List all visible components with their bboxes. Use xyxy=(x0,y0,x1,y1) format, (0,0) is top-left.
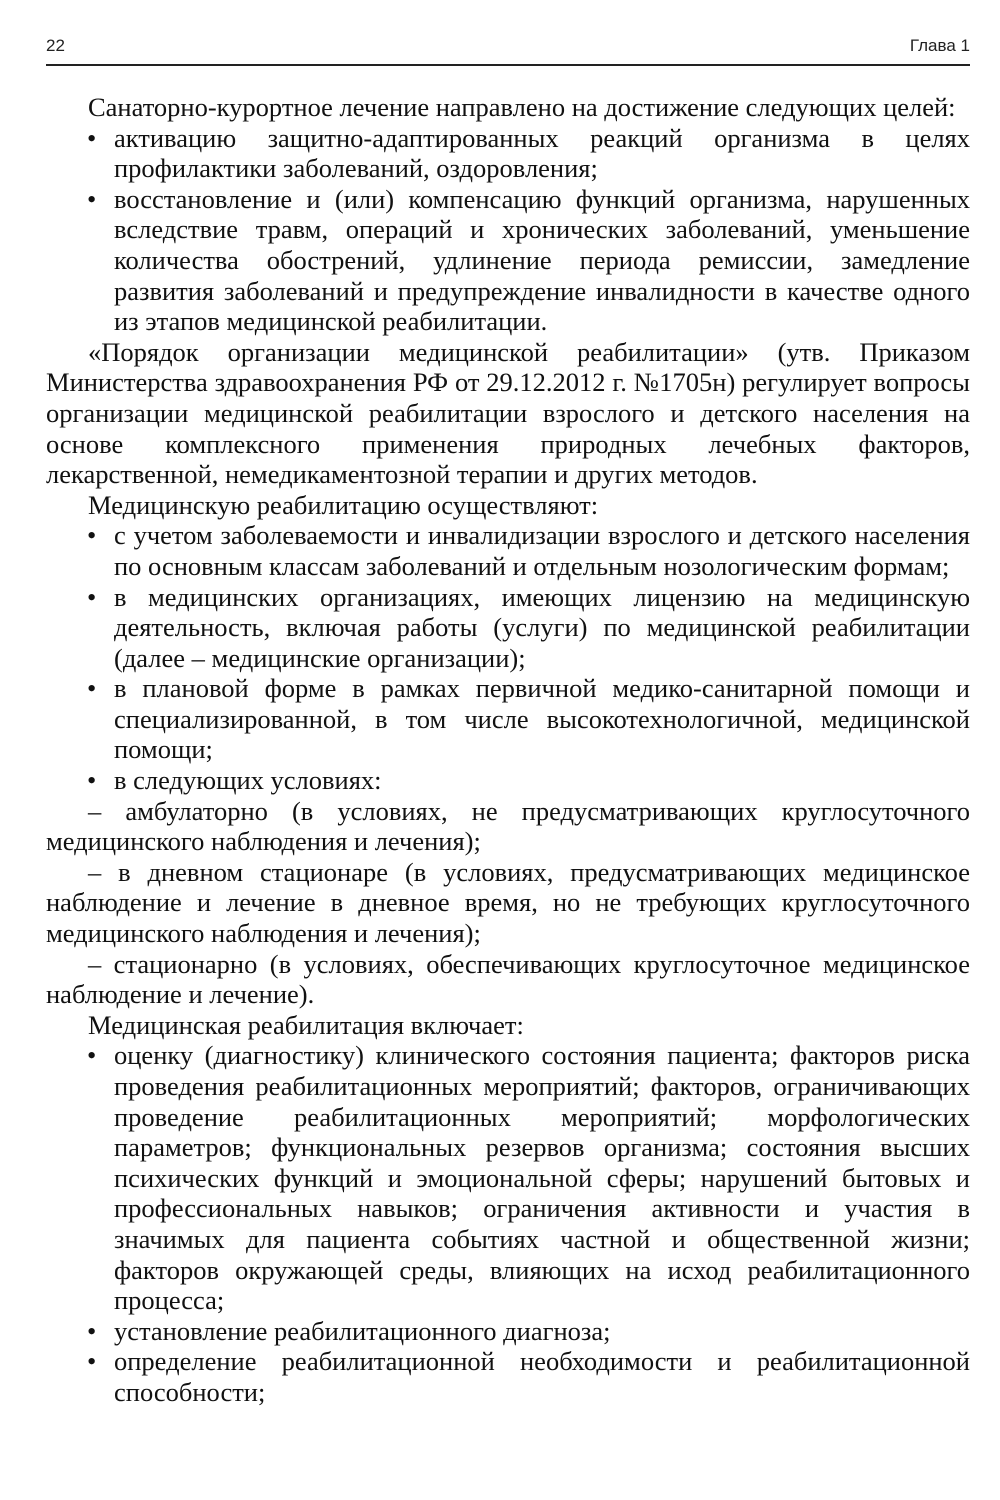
list-item xyxy=(46,1346,970,1407)
list-item xyxy=(46,582,970,674)
bullet-icon: • xyxy=(87,1315,97,1346)
running-header xyxy=(46,34,970,66)
list-item-text: в медицинских организациях, имеющих лицензию на медицинскую деятельность, включая работы (услуги) по медицинской реабилитации (далее – медицинские организации); xyxy=(114,581,970,673)
list-sanatorium-goals xyxy=(46,123,970,337)
list-item-text: в следующих условиях: xyxy=(114,765,382,796)
list-item-text: оценку (диагностику) клинического состояния пациента; факторов риска проведения реабилитационных мероприятий; факторов, ограничивающих проведение реабилитационных мероприятий; морфологических параметров; функциональных резервов организма; состояния высших психических функций и эмоциональной сферы; нарушений бытовых и профессиональных навыков; ограничения активности и участия в значимых для пациента событиях частной и общественной жизни; факторов окружающей среды, влияющих на исход реабилитационного процесса; xyxy=(114,1040,970,1316)
list-item-text: с учетом заболеваемости и инвалидизации взрослого и детского населения по основным классам заболеваний и отдельным нозологическим формам; xyxy=(114,520,970,581)
bullet-icon: • xyxy=(87,520,97,551)
paragraph-rehab-carried-out: Медицинскую реабилитацию осуществляют: xyxy=(88,489,599,520)
paragraph-sanatorium-goals: Санаторно-курортное лечение направлено на достижение следующих целей: xyxy=(88,92,956,122)
list-item xyxy=(46,765,970,796)
paragraph-rehab-includes: Медицинская реабилитация включает: xyxy=(88,1009,524,1040)
bullet-icon: • xyxy=(87,122,97,153)
list-item xyxy=(46,123,970,184)
list-item-text: определение реабилитационной необходимости и реабилитационной способности; xyxy=(114,1346,970,1407)
list-item-text: в плановой форме в рамках первичной медико-санитарной помощи и специализированной, в том числе высокотехнологичной, медицинской помощи; xyxy=(114,673,970,765)
list-item-text: активацию защитно-адаптированных реакций организма в целях профилактики заболеваний, оздоровления; xyxy=(114,122,970,184)
list-item xyxy=(46,184,970,337)
bullet-icon: • xyxy=(87,581,97,612)
bullet-icon: • xyxy=(87,183,97,214)
list-rehab-includes xyxy=(46,1040,970,1407)
paragraph-day-hospital: – в дневном стационаре (в условиях, предусматривающих медицинское наблюдение и лечение в дневное время, но не требующих круглосуточного медицинского наблюдения и лечения); xyxy=(46,856,970,949)
list-item-text: восстановление и (или) компенсацию функций организма, нарушенных вследствие травм, операций и хронических заболеваний, уменьшение количества обострений, удлинение периода ремиссии, замедление развития заболеваний и предупреждение инвалидности в качестве одного из этапов медицинской реабилитации. xyxy=(114,183,970,337)
paragraph-inpatient: – стационарно (в условиях, обеспечивающих круглосуточное медицинское наблюдение и лечение). xyxy=(46,948,970,1010)
paragraph-rehab-order: «Порядок организации медицинской реабилитации» (утв. Приказом Министерства здравоохранения РФ от 29.12.2012 г. №1705н) регулирует вопросы организации медицинской реабилитации взрослого и детского населения на основе комплексного применения природных лечебных факторов, лекарственной, немедикаментозной терапии и других методов. xyxy=(46,336,970,490)
chapter-title: Глава 1 xyxy=(909,36,970,55)
bullet-icon: • xyxy=(87,673,97,704)
list-item xyxy=(46,520,970,581)
bullet-icon: • xyxy=(87,1040,97,1071)
page-number: 22 xyxy=(46,36,65,55)
paragraph-outpatient: – амбулаторно (в условиях, не предусматривающих круглосуточного медицинского наблюдения и лечения); xyxy=(46,795,970,857)
list-item xyxy=(46,1316,970,1347)
bullet-icon: • xyxy=(87,1346,97,1377)
list-item xyxy=(46,1040,970,1315)
body-text xyxy=(46,92,970,1408)
bullet-icon: • xyxy=(87,765,97,796)
list-item-text: установление реабилитационного диагноза; xyxy=(114,1315,611,1346)
list-item xyxy=(46,673,970,765)
list-rehab-carried-out xyxy=(46,520,970,795)
